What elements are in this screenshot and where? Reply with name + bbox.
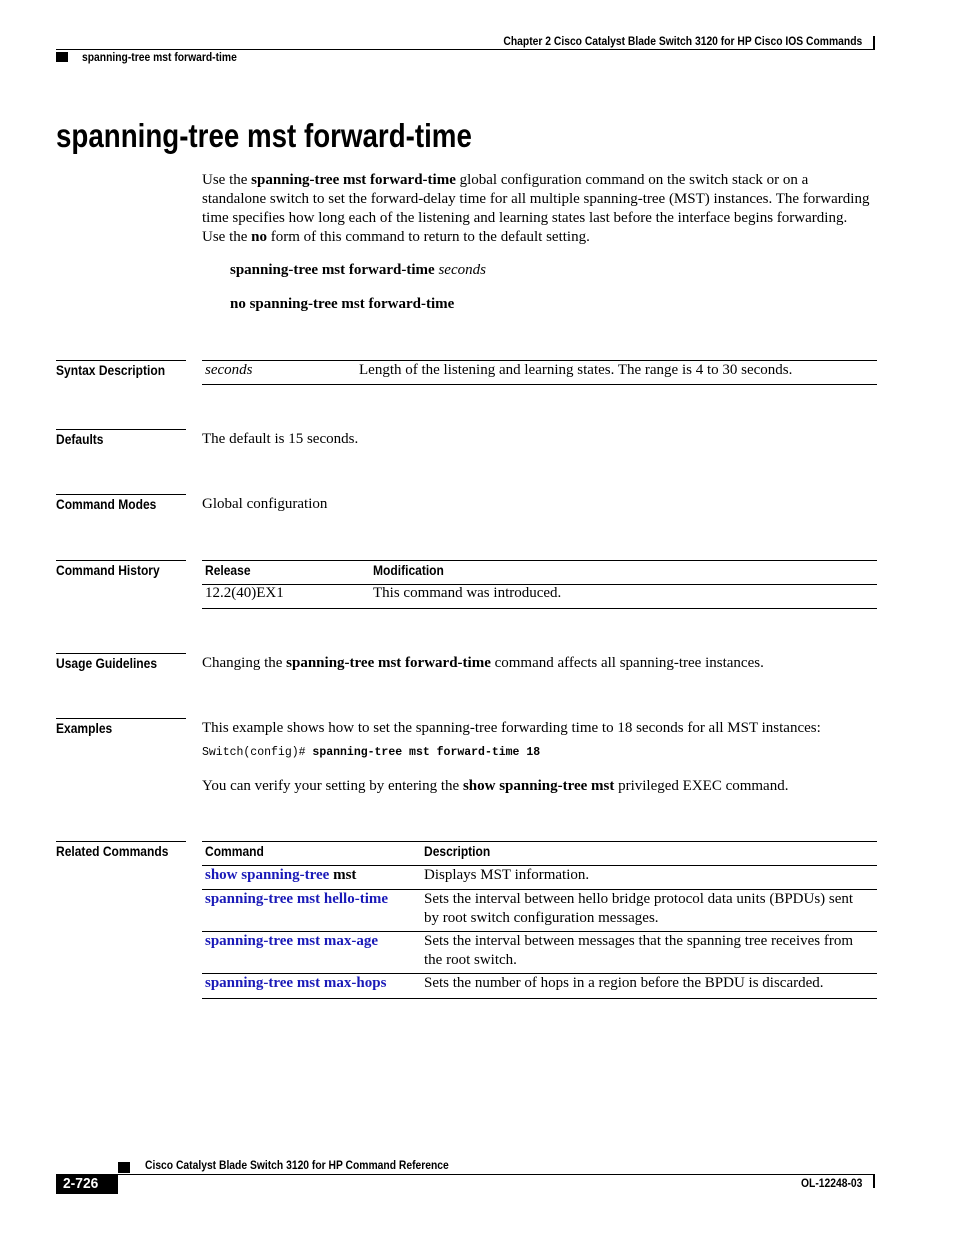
related-row-desc: Sets the interval between hello bridge protocol data units (BPDUs) sent by root switch configuration messages. <box>424 891 854 926</box>
usage-command: spanning-tree mst forward-time <box>286 655 491 671</box>
command-modes-text: Global configuration <box>202 496 328 512</box>
usage-text-1: Changing the <box>202 655 287 671</box>
defaults-label: Defaults <box>56 431 104 447</box>
related-link-max-age[interactable]: spanning-tree mst max-age <box>205 933 379 949</box>
verify-command: show spanning-tree mst <box>462 778 615 794</box>
related-row-command <box>205 932 378 951</box>
footer-page-number: 2-726 <box>63 1175 99 1192</box>
footer-doc-id: OL-12248-03 <box>800 1176 862 1190</box>
history-table-bottom-rule <box>202 608 877 609</box>
history-table-top-rule <box>202 560 877 561</box>
verify-text <box>202 777 788 796</box>
history-row-release: 12.2(40)EX1 <box>205 585 284 601</box>
syntax-param-desc: Length of the listening and learning states. The range is 4 to 30 seconds. <box>359 362 793 378</box>
intro-paragraph <box>202 171 874 247</box>
usage-guidelines-text <box>202 654 764 673</box>
usage-guidelines-label: Usage Guidelines <box>56 655 158 671</box>
footer-rule <box>56 1174 875 1175</box>
command-modes-label: Command Modes <box>56 496 157 512</box>
intro-no-keyword: no <box>251 229 267 245</box>
code-command: spanning-tree mst forward-time 18 <box>312 746 541 759</box>
related-row-desc: Displays MST information. <box>424 867 590 883</box>
syntax-command: spanning-tree mst forward-time <box>230 262 435 278</box>
syntax-param <box>205 361 253 380</box>
intro-text-1: Use the <box>202 172 252 188</box>
command-history-rule <box>56 560 186 561</box>
command-history-label: Command History <box>56 562 160 578</box>
syntax-description-label: Syntax Description <box>56 362 166 378</box>
intro-command: spanning-tree mst forward-time <box>251 172 456 188</box>
related-table-top-rule <box>202 841 877 842</box>
syntax-argument: seconds <box>438 262 486 278</box>
page-title: spanning-tree mst forward-time <box>56 117 472 154</box>
syntax-param-text: seconds <box>205 362 253 378</box>
history-col-release: Release <box>205 562 251 578</box>
related-link-max-hops[interactable]: spanning-tree mst max-hops <box>205 975 387 991</box>
verify-text-1: You can verify your setting by entering the <box>202 778 463 794</box>
footer-right-bar <box>873 1174 875 1188</box>
related-row-command <box>205 890 388 909</box>
usage-text-2: command affects all spanning-tree instances. <box>490 655 764 671</box>
header-right-bar <box>873 36 875 50</box>
intro-text-3: form of this command to return to the default setting. <box>267 229 590 245</box>
related-link-hello-time[interactable]: spanning-tree mst hello-time <box>205 891 389 907</box>
no-syntax-line <box>230 295 454 314</box>
header-marker <box>56 52 68 62</box>
no-syntax-command: no spanning-tree mst forward-time <box>230 296 455 312</box>
related-col-command: Command <box>205 843 264 859</box>
related-commands-label: Related Commands <box>56 843 169 859</box>
related-commands-rule <box>56 841 186 842</box>
header-chapter: Chapter 2 Cisco Catalyst Blade Switch 3120 for HP Cisco IOS Commands <box>503 34 862 48</box>
related-row-desc: Sets the number of hops in a region before the BPDU is discarded. <box>424 975 824 991</box>
footer-book-title: Cisco Catalyst Blade Switch 3120 for HP Command Reference <box>145 1158 449 1172</box>
syntax-description-rule <box>56 360 186 361</box>
related-col-description: Description <box>424 843 491 859</box>
syntax-line <box>230 261 486 280</box>
verify-text-2: privileged EXEC command. <box>614 778 789 794</box>
examples-label: Examples <box>56 720 113 736</box>
related-table-bottom-rule <box>202 998 877 999</box>
header-section: spanning-tree mst forward-time <box>82 50 237 64</box>
examples-rule <box>56 718 186 719</box>
related-link-show-spanning-tree[interactable]: show spanning-tree <box>205 867 330 883</box>
related-row-command <box>205 974 386 993</box>
example-code <box>202 746 540 759</box>
footer-marker <box>118 1162 130 1173</box>
examples-text: This example shows how to set the spanning-tree forwarding time to 18 seconds for all MST instances: <box>202 720 821 736</box>
intro-text-2: global configuration command on the switch stack or on a standalone switch to set the forward-delay time for all multiple spanning-tree (MST) instances. The forwarding time specifies how long each of the listening and learning states last before the interface begins forwarding. Use the <box>202 172 870 245</box>
related-row-command <box>205 866 356 885</box>
related-cmd-rest: mst <box>329 867 357 883</box>
defaults-text: The default is 15 seconds. <box>202 431 359 447</box>
defaults-rule <box>56 429 186 430</box>
history-col-modification: Modification <box>373 562 444 578</box>
syntax-table-bottom-rule <box>202 384 877 385</box>
usage-guidelines-rule <box>56 653 186 654</box>
command-modes-rule <box>56 494 186 495</box>
related-row-desc: Sets the interval between messages that the spanning tree receives from the root switch. <box>424 933 854 968</box>
history-row-modification: This command was introduced. <box>373 585 562 601</box>
code-prompt: Switch(config)# <box>202 746 313 759</box>
